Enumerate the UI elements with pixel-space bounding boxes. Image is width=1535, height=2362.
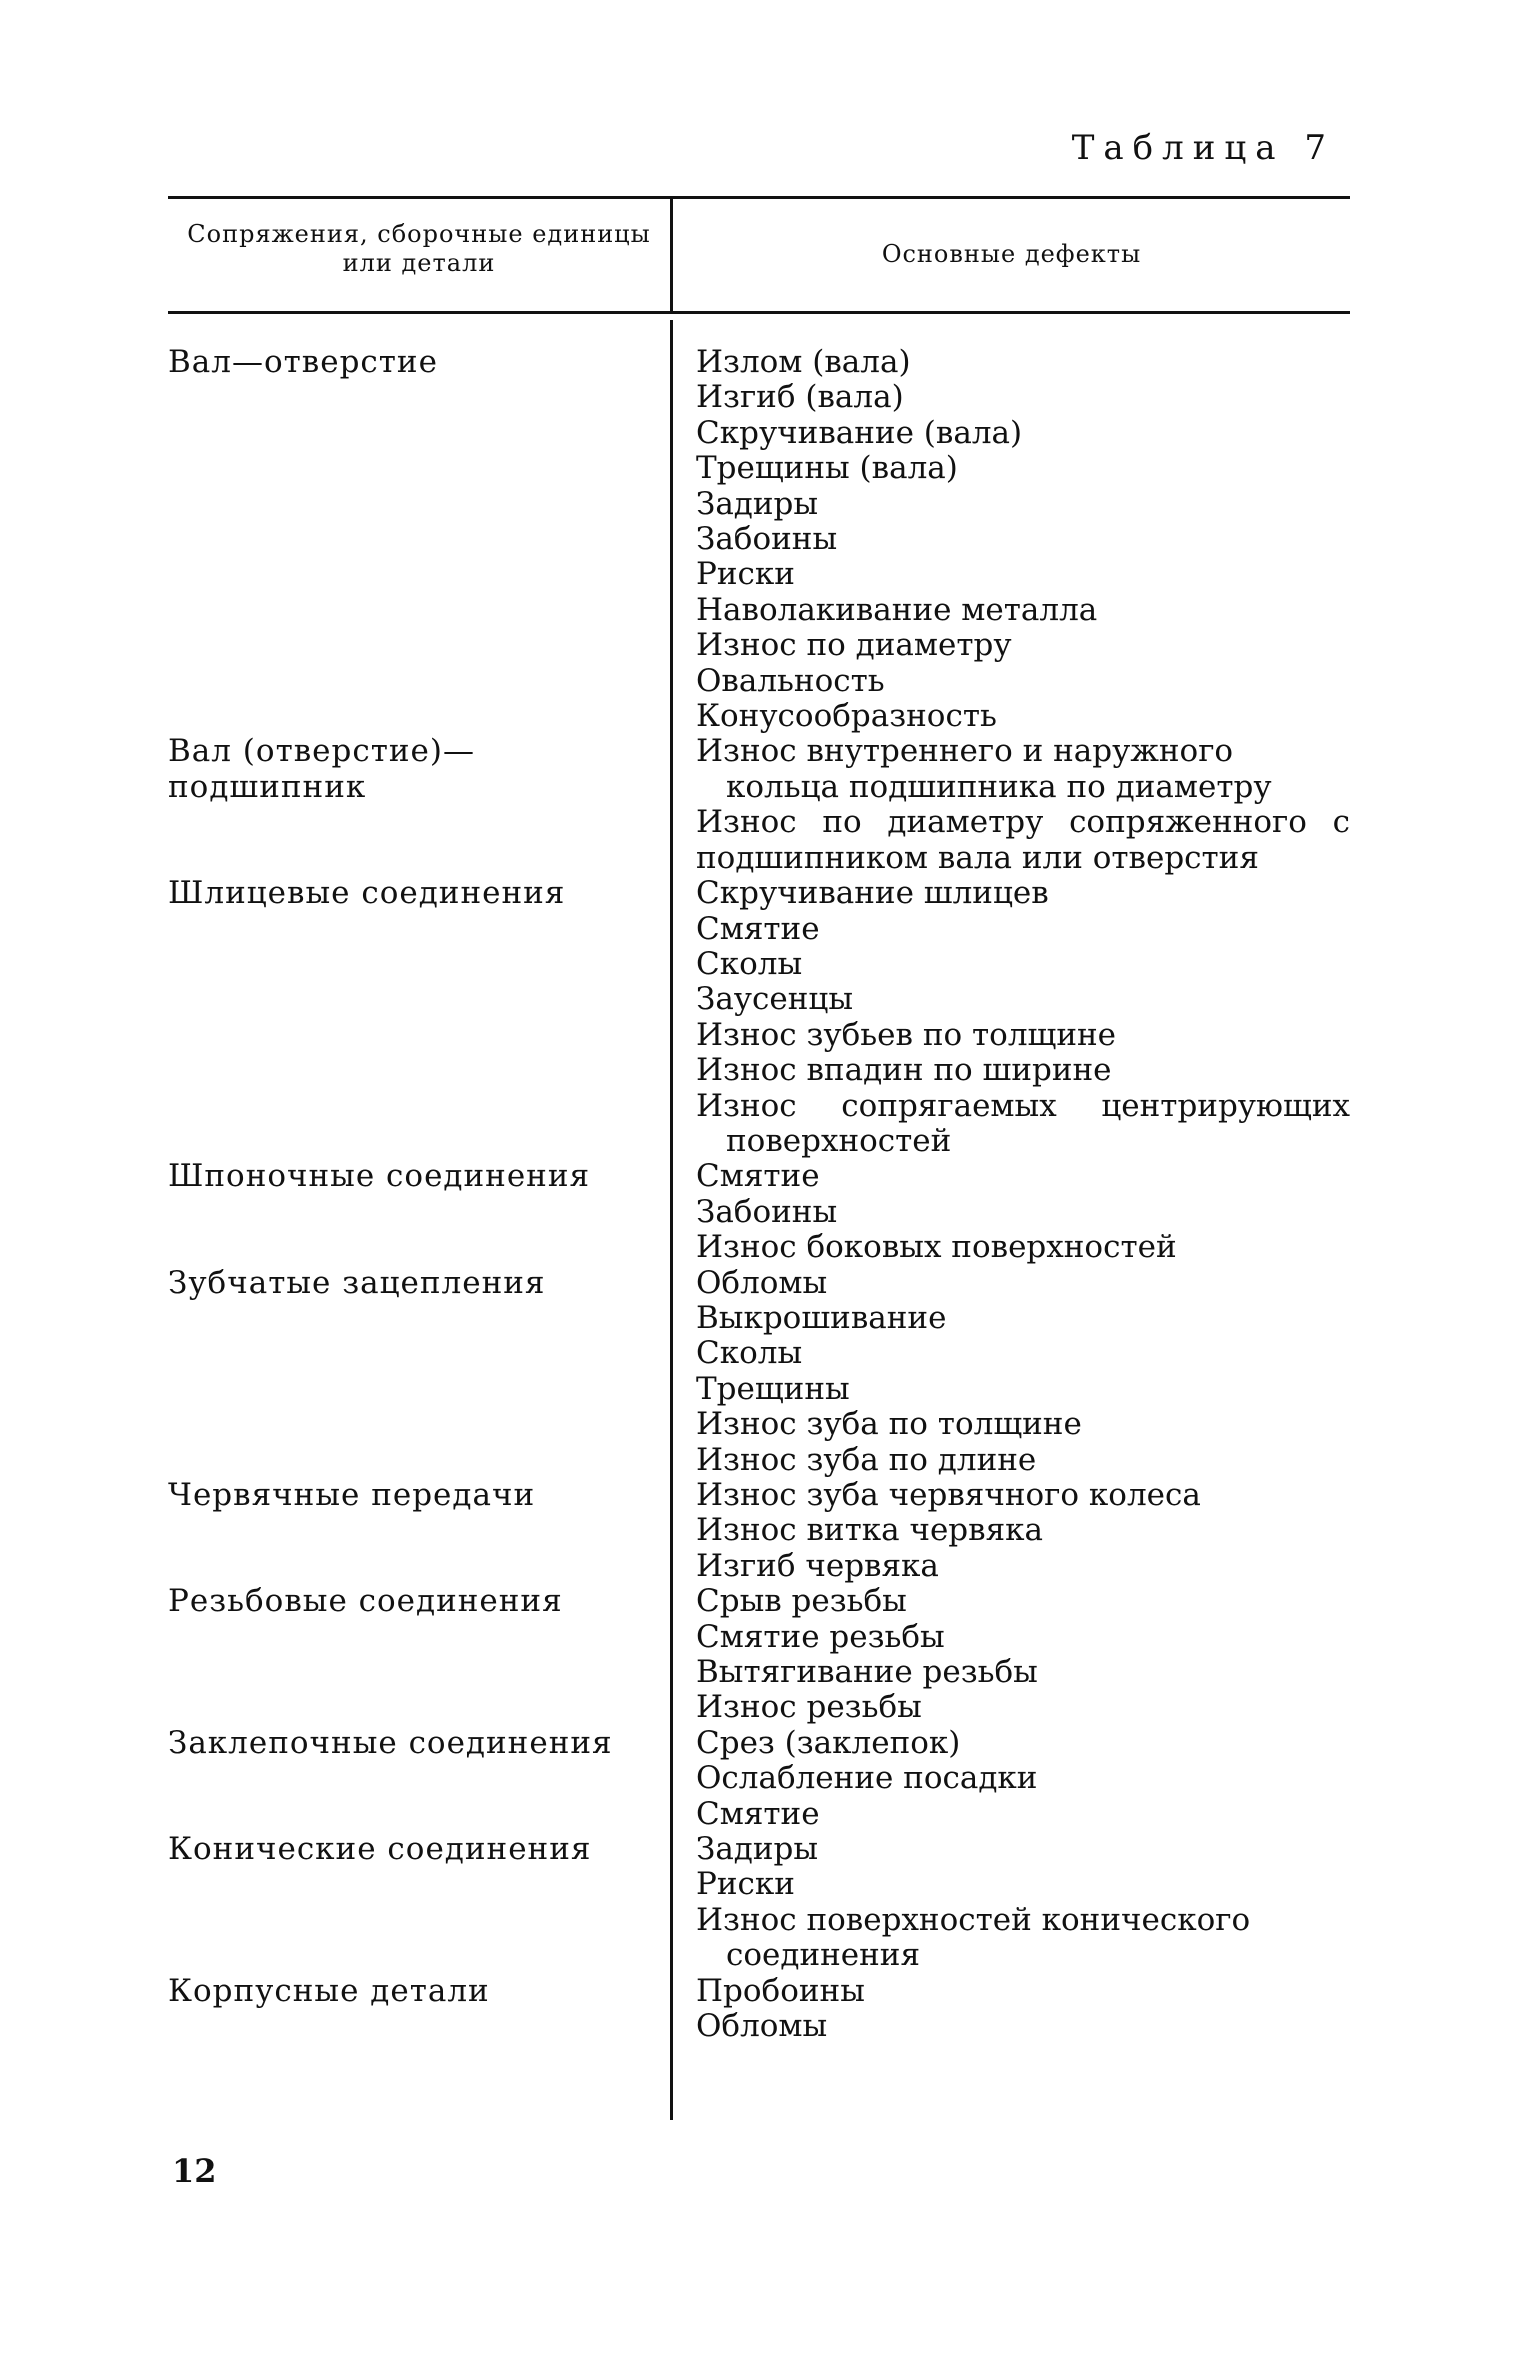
defect-item: Выкрошивание (696, 1299, 947, 1336)
table-body (168, 345, 1350, 2045)
defect-item: Забоины (696, 1193, 838, 1230)
defect-item: Смятие резьбы (696, 1618, 945, 1655)
table-row (168, 1974, 1350, 2045)
defect-item: Трещины (696, 1370, 850, 1407)
table-row (168, 1266, 1350, 1478)
defect-item: Износ зуба по длине (696, 1441, 1037, 1478)
defect-item: Трещины (вала) (696, 450, 958, 487)
defect-item: Забоины (696, 521, 838, 558)
table-row (168, 1584, 1350, 1726)
defect-item: Износ по диаметру (696, 627, 1012, 664)
defect-item: Обломы (696, 1264, 828, 1301)
defect-item: Обломы (696, 2008, 828, 2045)
defect-item: Сколы (696, 945, 803, 982)
column-header-units: Сопряжения, сборочные единицы или детали (187, 220, 651, 277)
defect-item: Пробоины (696, 1972, 865, 2009)
unit-cell: Зубчатые зацепления (168, 1264, 546, 1301)
table-caption: Таблица 7 (1071, 128, 1335, 168)
unit-cell: Вал (отверстие)—подшипник (168, 733, 475, 805)
unit-cell: Шлицевые соединения (168, 875, 566, 912)
table-row (168, 734, 1350, 876)
defect-item: Износ боковых поверхностей (696, 1229, 1177, 1266)
defect-item: Смятие (696, 910, 820, 947)
defect-item: Скручивание (вала) (696, 414, 1023, 451)
defect-item: Износ по диаметру сопряженного с подшипником вала или отверстия (696, 804, 1350, 876)
column-header-defects: Основные дефекты (881, 240, 1142, 268)
defect-item: Изгиб (вала) (696, 379, 904, 416)
defect-item: Срыв резьбы (696, 1583, 907, 1620)
defects-cell (658, 1974, 1350, 2045)
defect-item: Смятие (696, 1158, 820, 1195)
defect-item: Овальность (696, 662, 885, 699)
page-number: 12 (172, 2152, 217, 2190)
defect-item: Наволакивание металла (696, 591, 1098, 628)
defect-item: Износ зуба червячного колеса (696, 1477, 1201, 1513)
defect-item: Ослабление посадки (696, 1760, 1038, 1797)
header-bottom-rule (168, 311, 1350, 314)
defects-cell (658, 1832, 1350, 1974)
table-row (168, 1726, 1350, 1832)
table-top-rule (168, 196, 1350, 199)
table-row (168, 1159, 1350, 1265)
unit-cell: Заклепочные соединения (168, 1724, 613, 1761)
defect-item: Износ витка червяка (696, 1512, 1044, 1549)
unit-cell: Червячные передачи (168, 1477, 536, 1513)
unit-cell: Шпоночные соединения (168, 1158, 591, 1195)
table-row (168, 1478, 1350, 1584)
defect-item: Износ поверхностей конического соединения (696, 1901, 1251, 1974)
defect-item: Износ зубьев по толщине (696, 1016, 1116, 1053)
table-row (168, 1832, 1350, 1974)
defect-item: Задиры (696, 1831, 819, 1868)
defect-item: Износ внутреннего и наружного кольца подшипника по диаметру (696, 733, 1272, 805)
unit-cell: Корпусные детали (168, 1972, 490, 2009)
defect-item: Срез (заклепок) (696, 1724, 961, 1761)
defects-cell (658, 1159, 1350, 1265)
defect-item: Изгиб червяка (696, 1547, 939, 1584)
defect-item: Износ зуба по толщине (696, 1406, 1082, 1443)
defects-cell (658, 1726, 1350, 1832)
table-row (168, 876, 1350, 1159)
defect-item: Износ резьбы (696, 1689, 922, 1726)
defect-item: Риски (696, 556, 795, 593)
defect-item: Задиры (696, 485, 819, 522)
defect-item: Износ сопрягаемых центрирующих поверхностей (696, 1087, 1350, 1159)
defect-item: Риски (696, 1866, 795, 1903)
defects-cell (658, 1584, 1350, 1726)
unit-cell: Резьбовые соединения (168, 1583, 563, 1620)
defect-item: Излом (вала) (696, 344, 911, 380)
defect-item: Конусообразность (696, 698, 997, 735)
defect-item: Сколы (696, 1335, 803, 1372)
defect-item: Заусенцы (696, 981, 854, 1018)
defects-cell (658, 876, 1350, 1159)
defect-item: Вытягивание резьбы (696, 1654, 1038, 1691)
unit-cell: Вал—отверстие (168, 344, 438, 380)
unit-cell: Конические соединения (168, 1831, 592, 1868)
defects-cell (658, 345, 1350, 734)
defects-cell (658, 1478, 1350, 1584)
table-row (168, 345, 1350, 734)
defect-item: Скручивание шлицев (696, 875, 1049, 912)
defect-item: Износ впадин по ширине (696, 1052, 1112, 1089)
defect-item: Смятие (696, 1795, 820, 1832)
defects-cell (658, 1266, 1350, 1478)
defects-cell (658, 734, 1350, 876)
